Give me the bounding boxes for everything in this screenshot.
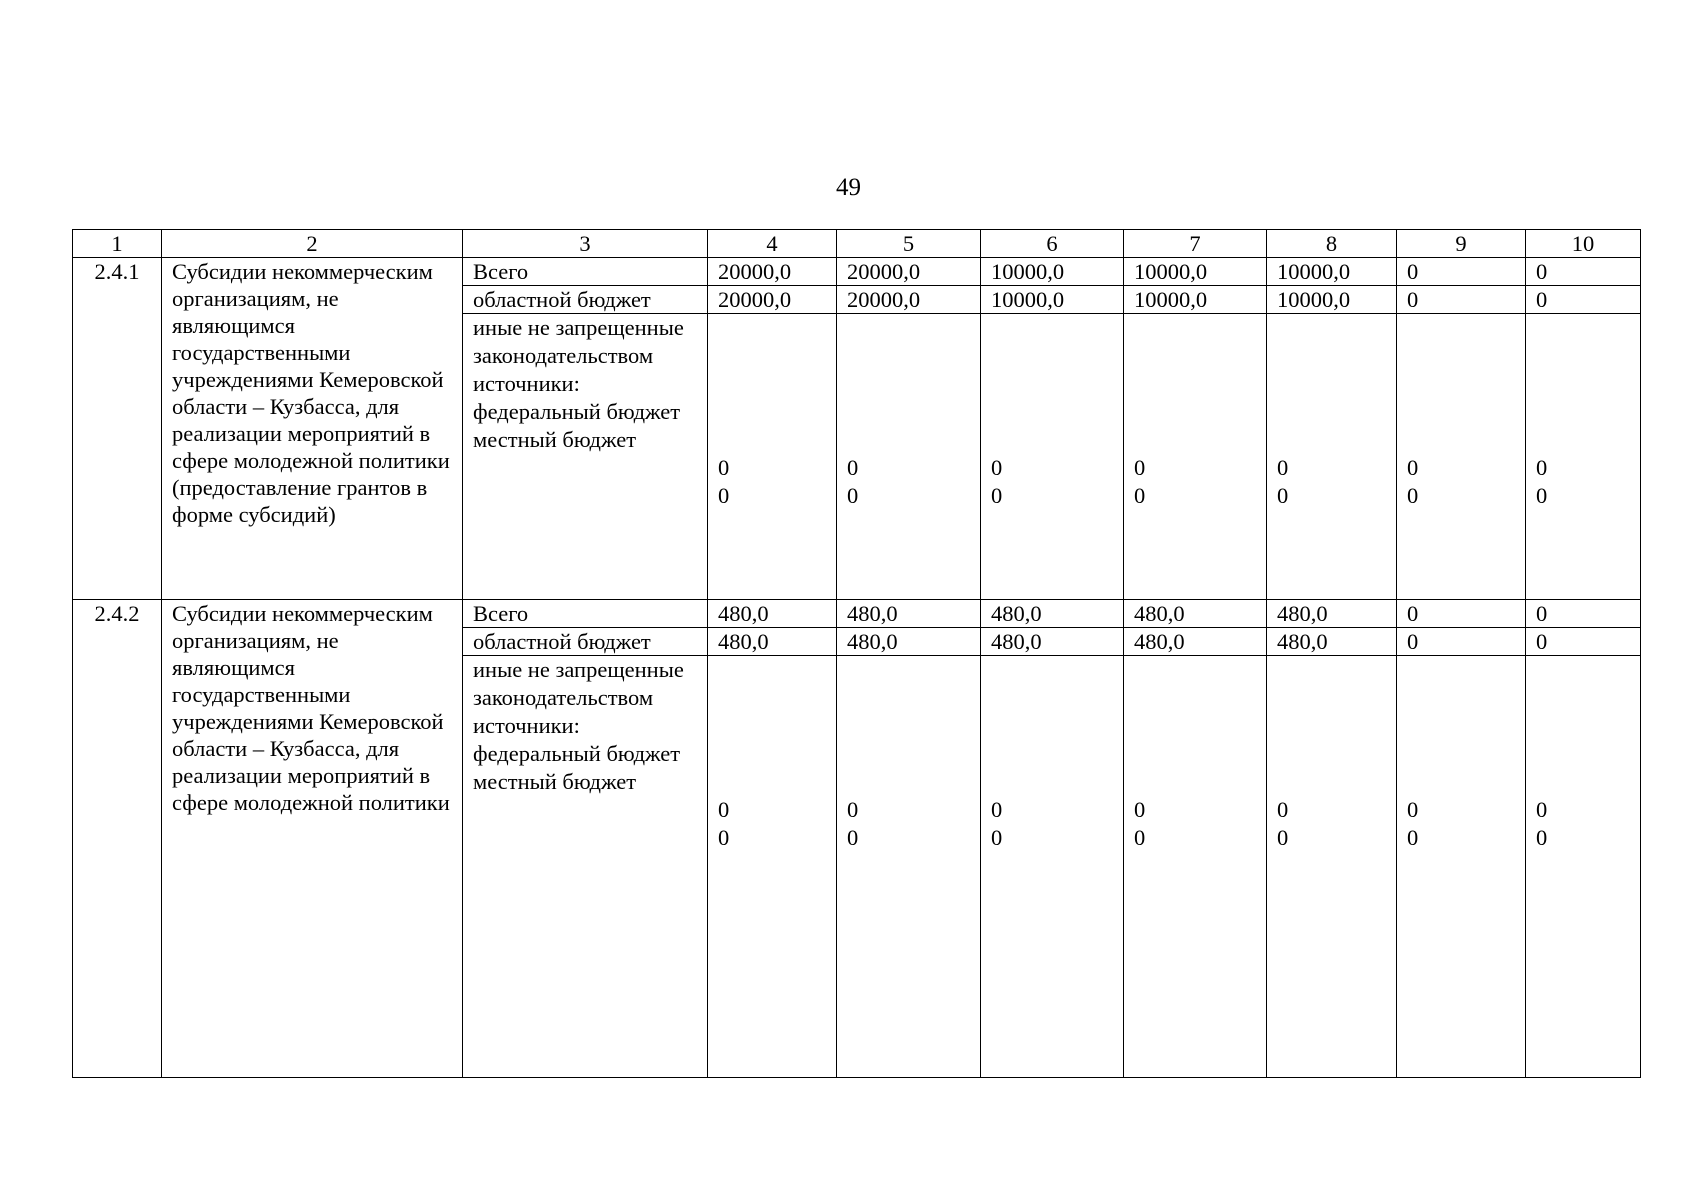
local-value: 0 [1407, 483, 1419, 508]
source-label-regional: областной бюджет [463, 628, 708, 656]
local-label: местный бюджет [473, 427, 637, 452]
federal-value: 0 [1407, 455, 1419, 480]
value-cell: 0 [1526, 600, 1641, 628]
row-number: 2.4.2 [73, 600, 162, 1078]
column-header: 9 [1397, 230, 1526, 258]
value-cell [837, 314, 981, 600]
local-value: 0 [1407, 825, 1419, 850]
value-cell: 480,0 [1124, 628, 1267, 656]
value-cell: 480,0 [708, 600, 837, 628]
source-label-total: Всего [463, 600, 708, 628]
value-cell: 0 [1526, 286, 1641, 314]
source-label-regional: областной бюджет [463, 286, 708, 314]
value-cell: 480,0 [981, 600, 1124, 628]
federal-value: 0 [991, 455, 1003, 480]
federal-value: 0 [847, 455, 859, 480]
column-header-row [73, 230, 1641, 258]
federal-value: 0 [1134, 455, 1146, 480]
other-sources-label: иные не запрещенные законодательством источники: [473, 657, 684, 738]
value-cell: 480,0 [837, 628, 981, 656]
column-header: 6 [981, 230, 1124, 258]
value-cell: 10000,0 [1267, 286, 1397, 314]
local-value: 0 [1277, 483, 1289, 508]
value-cell [1397, 314, 1526, 600]
federal-label: федеральный бюджет [473, 741, 681, 766]
value-cell [1397, 656, 1526, 1078]
value-cell: 10000,0 [1267, 258, 1397, 286]
column-header: 10 [1526, 230, 1641, 258]
funding-table [72, 229, 1641, 1078]
value-cell: 0 [1397, 600, 1526, 628]
value-cell: 10000,0 [981, 286, 1124, 314]
value-cell [708, 656, 837, 1078]
value-cell [981, 656, 1124, 1078]
value-cell: 480,0 [837, 600, 981, 628]
value-cell [837, 656, 981, 1078]
local-value: 0 [847, 825, 859, 850]
local-value: 0 [1134, 825, 1146, 850]
column-header: 8 [1267, 230, 1397, 258]
value-cell: 480,0 [981, 628, 1124, 656]
federal-value: 0 [1134, 797, 1146, 822]
federal-label: федеральный бюджет [473, 399, 681, 424]
value-cell: 10000,0 [1124, 258, 1267, 286]
column-header: 3 [463, 230, 708, 258]
local-value: 0 [991, 825, 1003, 850]
value-cell [1124, 656, 1267, 1078]
local-value: 0 [1536, 825, 1548, 850]
value-cell [1526, 656, 1641, 1078]
value-cell: 10000,0 [1124, 286, 1267, 314]
column-header: 5 [837, 230, 981, 258]
column-header: 1 [73, 230, 162, 258]
value-cell: 480,0 [708, 628, 837, 656]
value-cell: 0 [1397, 286, 1526, 314]
value-cell: 0 [1397, 628, 1526, 656]
value-cell [1267, 314, 1397, 600]
local-label: местный бюджет [473, 769, 637, 794]
local-value: 0 [1277, 825, 1289, 850]
federal-value: 0 [1536, 797, 1548, 822]
value-cell [1124, 314, 1267, 600]
page-number: 49 [836, 174, 861, 201]
other-sources-label: иные не запрещенные законодательством источники: [473, 315, 684, 396]
federal-value: 0 [847, 797, 859, 822]
table-row-total [73, 258, 1641, 286]
source-label-other [463, 314, 708, 600]
value-cell [1267, 656, 1397, 1078]
value-cell: 10000,0 [981, 258, 1124, 286]
federal-value: 0 [991, 797, 1003, 822]
local-value: 0 [847, 483, 859, 508]
local-value: 0 [718, 825, 730, 850]
column-header: 2 [162, 230, 463, 258]
local-value: 0 [718, 483, 730, 508]
table-row-total [73, 600, 1641, 628]
value-cell [708, 314, 837, 600]
value-cell [981, 314, 1124, 600]
row-number: 2.4.1 [73, 258, 162, 600]
value-cell: 480,0 [1267, 600, 1397, 628]
local-value: 0 [1134, 483, 1146, 508]
local-value: 0 [1536, 483, 1548, 508]
row-name: Субсидии некоммерческим организациям, не являющимся государственными учреждениями Кемеровской области – Кузбасса, для реализации мероприятий в сфере молодежной политики [162, 600, 463, 1078]
value-cell: 0 [1526, 258, 1641, 286]
local-value: 0 [991, 483, 1003, 508]
value-cell: 0 [1397, 258, 1526, 286]
federal-value: 0 [718, 797, 730, 822]
source-label-other [463, 656, 708, 1078]
value-cell: 480,0 [1267, 628, 1397, 656]
value-cell: 20000,0 [837, 258, 981, 286]
column-header: 7 [1124, 230, 1267, 258]
value-cell: 0 [1526, 628, 1641, 656]
source-label-total: Всего [463, 258, 708, 286]
federal-value: 0 [1277, 455, 1289, 480]
federal-value: 0 [1407, 797, 1419, 822]
value-cell: 480,0 [1124, 600, 1267, 628]
value-cell: 20000,0 [708, 286, 837, 314]
value-cell: 20000,0 [837, 286, 981, 314]
column-header: 4 [708, 230, 837, 258]
row-name: Субсидии некоммерческим организациям, не являющимся государственными учреждениями Кемеровской области – Кузбасса, для реализации мероприятий в сфере молодежной политики (предоставление грантов в форме субсидий) [162, 258, 463, 600]
federal-value: 0 [1277, 797, 1289, 822]
federal-value: 0 [1536, 455, 1548, 480]
federal-value: 0 [718, 455, 730, 480]
value-cell: 20000,0 [708, 258, 837, 286]
value-cell [1526, 314, 1641, 600]
